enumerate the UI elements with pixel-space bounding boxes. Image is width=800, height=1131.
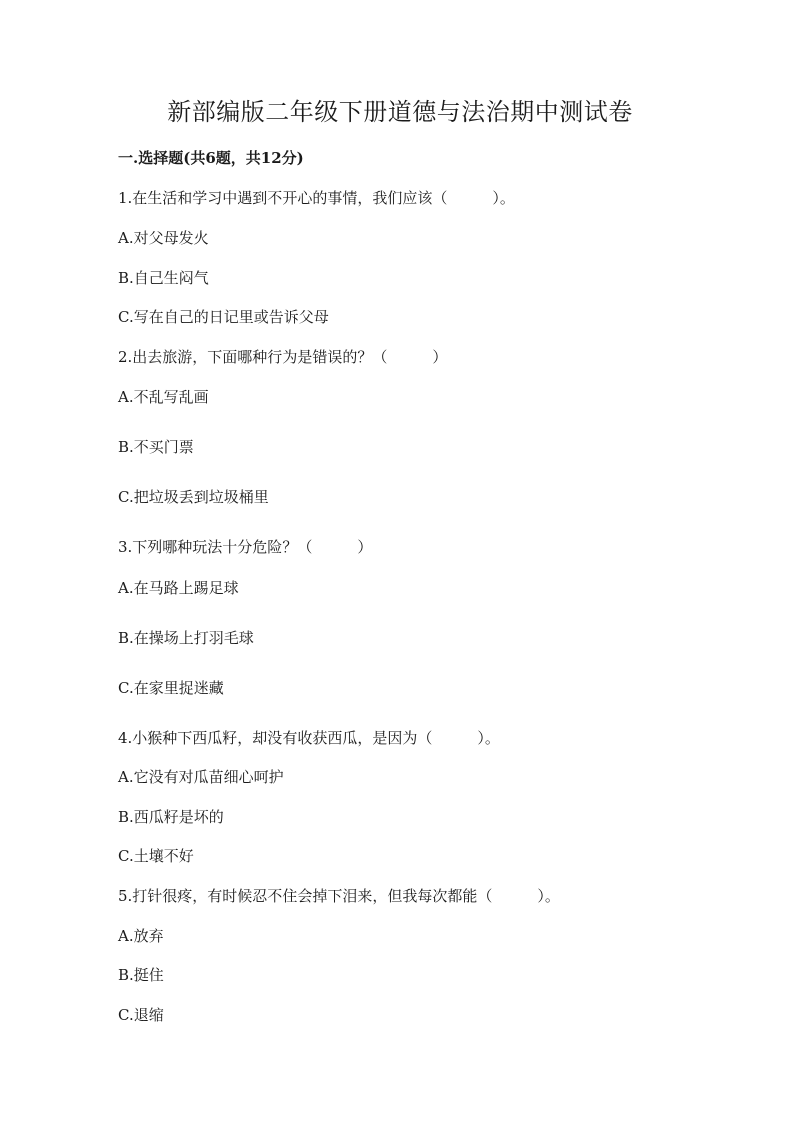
question-1-option-a: A.对父母发火 <box>118 229 209 247</box>
question-4-option-a: A.它没有对瓜苗细心呵护 <box>118 768 284 786</box>
question-2-option-a: A.不乱写乱画 <box>118 388 209 406</box>
question-2-stem: 2.出去旅游，下面哪种行为是错误的？（ ） <box>118 348 448 366</box>
question-5-option-a: A.放弃 <box>118 927 164 945</box>
question-4-option-c: C.土壤不好 <box>118 847 194 865</box>
question-2-option-b: B.不买门票 <box>118 438 194 456</box>
question-1-option-b: B.自己生闷气 <box>118 269 209 287</box>
question-3-option-c: C.在家里捉迷藏 <box>118 679 224 697</box>
question-1-option-c: C.写在自己的日记里或告诉父母 <box>118 308 329 326</box>
question-5-stem: 5.打针很疼，有时候忍不住会掉下泪来，但我每次都能（ ）。 <box>118 887 560 905</box>
question-4-stem: 4.小猴种下西瓜籽，却没有收获西瓜，是因为（ ）。 <box>118 729 500 747</box>
question-2-option-c: C.把垃圾丢到垃圾桶里 <box>118 488 269 506</box>
question-3-option-b: B.在操场上打羽毛球 <box>118 629 254 647</box>
question-5-option-b: B.挺住 <box>118 966 164 984</box>
question-1-stem: 1.在生活和学习中遇到不开心的事情，我们应该（ ）。 <box>118 189 515 207</box>
question-3-stem: 3.下列哪种玩法十分危险？（ ） <box>118 538 373 556</box>
section-heading: 一.选择题(共6题，共12分) <box>118 149 304 167</box>
question-5-option-c: C.退缩 <box>118 1006 164 1024</box>
question-4-option-b: B.西瓜籽是坏的 <box>118 808 224 826</box>
document-title: 新部编版二年级下册道德与法治期中测试卷 <box>167 98 633 126</box>
question-3-option-a: A.在马路上踢足球 <box>118 579 239 597</box>
